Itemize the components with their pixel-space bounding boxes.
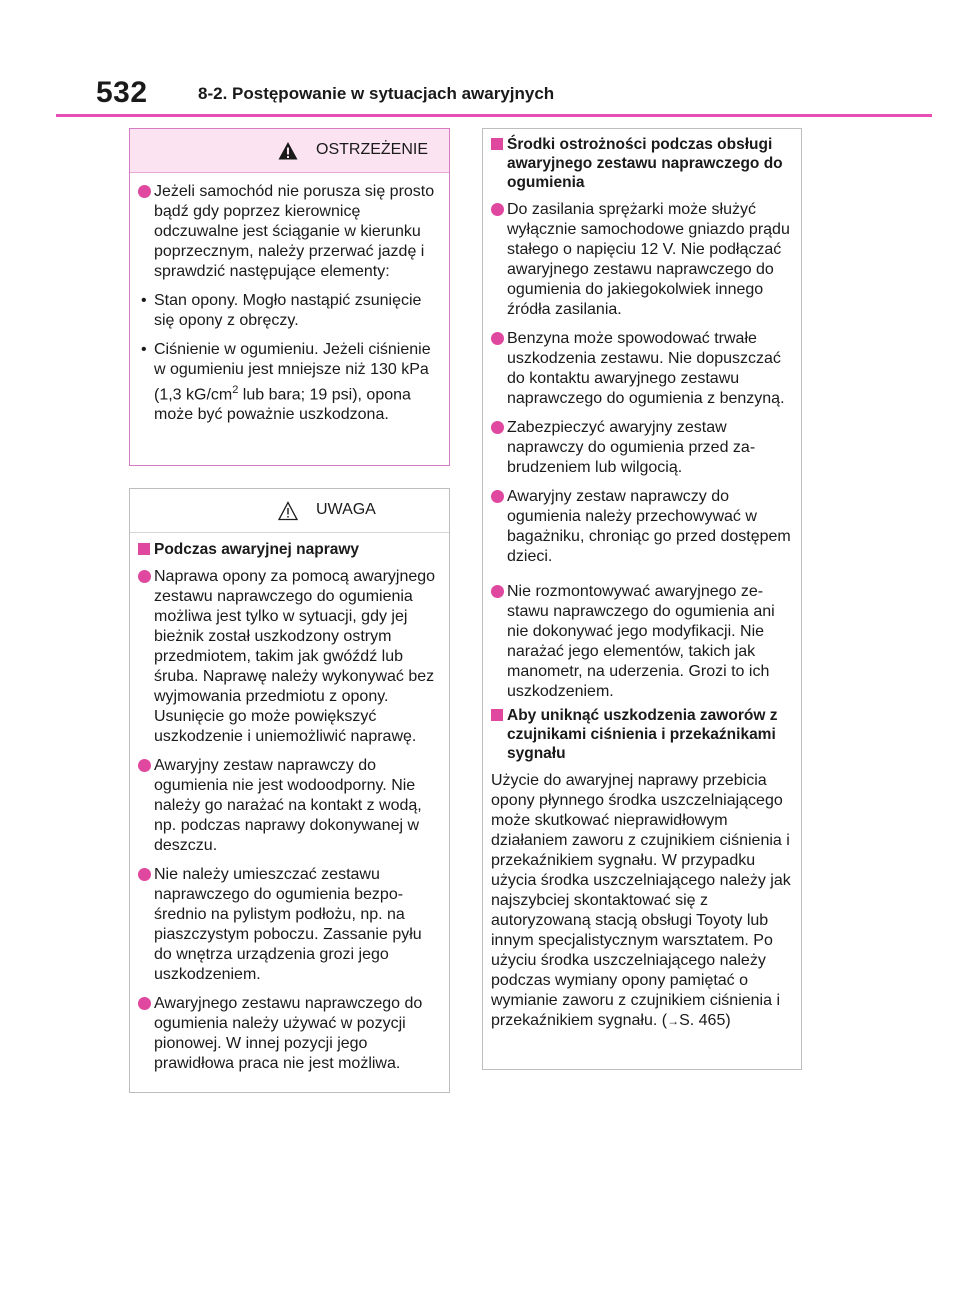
list-item: Zabezpieczyć awaryjny zestaw naprawczy do ogumienia przed zabrudzeniem lub wilgocią. <box>491 418 793 478</box>
list-item: Do zasilania sprężarki może służyć wyłącznie samochodowe gniazdo prądu stałego o napięciu 12 V. Nie podłączać awaryjnego zestawu naprawczego do ogumienia do jakiegokolwiek innego źródła zasilania. <box>491 200 793 320</box>
bullet-dot-icon <box>491 421 504 434</box>
right-subheading: Aby uniknąć uszkodzenia zaworów z czujnikami ciśnienia i przekaźnikami sygnału <box>491 706 793 763</box>
warning-triangle-icon <box>278 141 298 161</box>
list-item: Naprawa opony za pomocą awaryjnego zestawu naprawczego do ogumienia możliwa jest tylko w sytuacji, gdy jej bieżnik został uszkodzony ostrym przedmiotem, takim jak gwóźdź lub śruba. Naprawę należy wykonywać bez wyjmowania przedmiotu z opony. Usunięcie go może powiększyć uszkodzenie i uniemożliwić naprawę. <box>138 567 441 747</box>
bullet-dot-icon <box>491 332 504 345</box>
square-bullet-icon <box>491 138 503 150</box>
caution-title: UWAGA <box>316 501 376 518</box>
caution-box <box>129 488 450 1093</box>
bullet-dot-icon <box>138 997 151 1010</box>
list-item: Benzyna może spowodować trwałe uszkodzenia zestawu. Nie dopuszczać do kontaktu awaryjnego zestawu naprawczego do ogumienia z benzyną. <box>491 329 793 409</box>
bullet-dot-icon <box>491 490 504 503</box>
warning-box <box>129 128 450 466</box>
dash-bullet-icon: • <box>141 341 147 358</box>
warning-intro: Jeżeli samochód nie porusza się prosto bądź gdy poprzez kierownicę odczuwalne jest ściąganie w kierunku poprzecznym, należy przerwać jazdę i sprawdzić następujące elementy: <box>138 182 441 282</box>
caution-subheading: Podczas awaryjnej naprawy <box>138 540 441 559</box>
page-number: 532 <box>96 76 148 109</box>
page-header <box>96 76 936 116</box>
warning-dash-item: • Ciśnienie w ogumieniu. Jeżeli ciśnienie w ogumieniu jest mniejsze niż 130 kPa (1,3 $kG/cm^2$ lub bara; 19 psi), opona może być poważnie uszkodzona. <box>141 341 431 424</box>
right-subheading: Środki ostrożności podczas obsługi awaryjnego zestawu naprawczego do ogumienia <box>491 135 793 192</box>
bullet-dot-icon <box>491 203 504 216</box>
list-item: Awaryjnego zestawu naprawczego do ogumienia należy używać w pozycji pionowej. W innej pozycji jego prawidłowa praca nie jest możliwa. <box>138 994 441 1074</box>
list-item: Nie należy umieszczać zestawu naprawczego do ogumienia bezpośrednio na pylistym podłożu, np. na piaszczystym poboczu. Zassanie pyłu do wnętrza urządzenia grozi jego uszkodzeniem. <box>138 865 441 985</box>
warning-dash-item: • Stan opony. Mogło nastąpić zsunięcie się opony z obręczy. <box>141 292 422 329</box>
caution-triangle-icon <box>278 501 298 521</box>
header-rule <box>56 114 932 117</box>
bullet-dot-icon <box>138 570 151 583</box>
list-item: Awaryjny zestaw naprawczy do ogumienia nie jest wodoodporny. Nie należy go narażać na kontakt z wodą, np. podczas naprawy dokonywanej w deszczu. <box>138 756 441 856</box>
warning-title: OSTRZEŻENIE <box>316 141 429 158</box>
warning-header <box>130 129 449 173</box>
bullet-dot-icon <box>138 185 151 198</box>
bullet-dot-icon <box>138 868 151 881</box>
bullet-dot-icon <box>491 585 504 598</box>
square-bullet-icon <box>491 709 503 721</box>
dash-bullet-icon: • <box>141 292 147 309</box>
right-paragraph: Użycie do awaryjnej naprawy przebicia opony płynnego środka uszczelniającego może skutkować nieprawidłowym działaniem zaworu z czujnikiem ciśnienia i przekaźnikiem sygnału. W przypadku użycia środka uszczelniającego należy jak najszybciej skontaktować się z autoryzowaną stacją obsługi Toyoty lub innym specjalistycznym warsztatem. Po użyciu środka uszczelniającego należy podczas wymiany opony pamiętać o wymianie zaworu z czujnikiem ciśnienia i przekaźnikiem sygnału. (→S. 465) <box>491 772 791 1029</box>
arrow-icon: → <box>667 1014 680 1028</box>
section-title: 8-2. Postępowanie w sytuacjach awaryjnych <box>198 84 555 103</box>
square-bullet-icon <box>138 543 150 555</box>
right-caution-box <box>482 128 802 1070</box>
list-item: Awaryjny zestaw naprawczy do ogumienia należy przechowywać w bagażniku, chroniąc go przed dostępem dzieci. <box>491 487 793 567</box>
list-item: Nie rozmontowywać awaryjnego zestawu naprawczego do ogumienia ani nie dokonywać jego modyfikacji. Nie narażać jego elementów, takich jak manometr, na uderzenia. Grozi to ich uszkodzeniem. <box>491 582 793 702</box>
page-reference-link[interactable]: S. 465) <box>679 1012 731 1029</box>
bullet-dot-icon <box>138 759 151 772</box>
caution-header <box>130 489 449 533</box>
